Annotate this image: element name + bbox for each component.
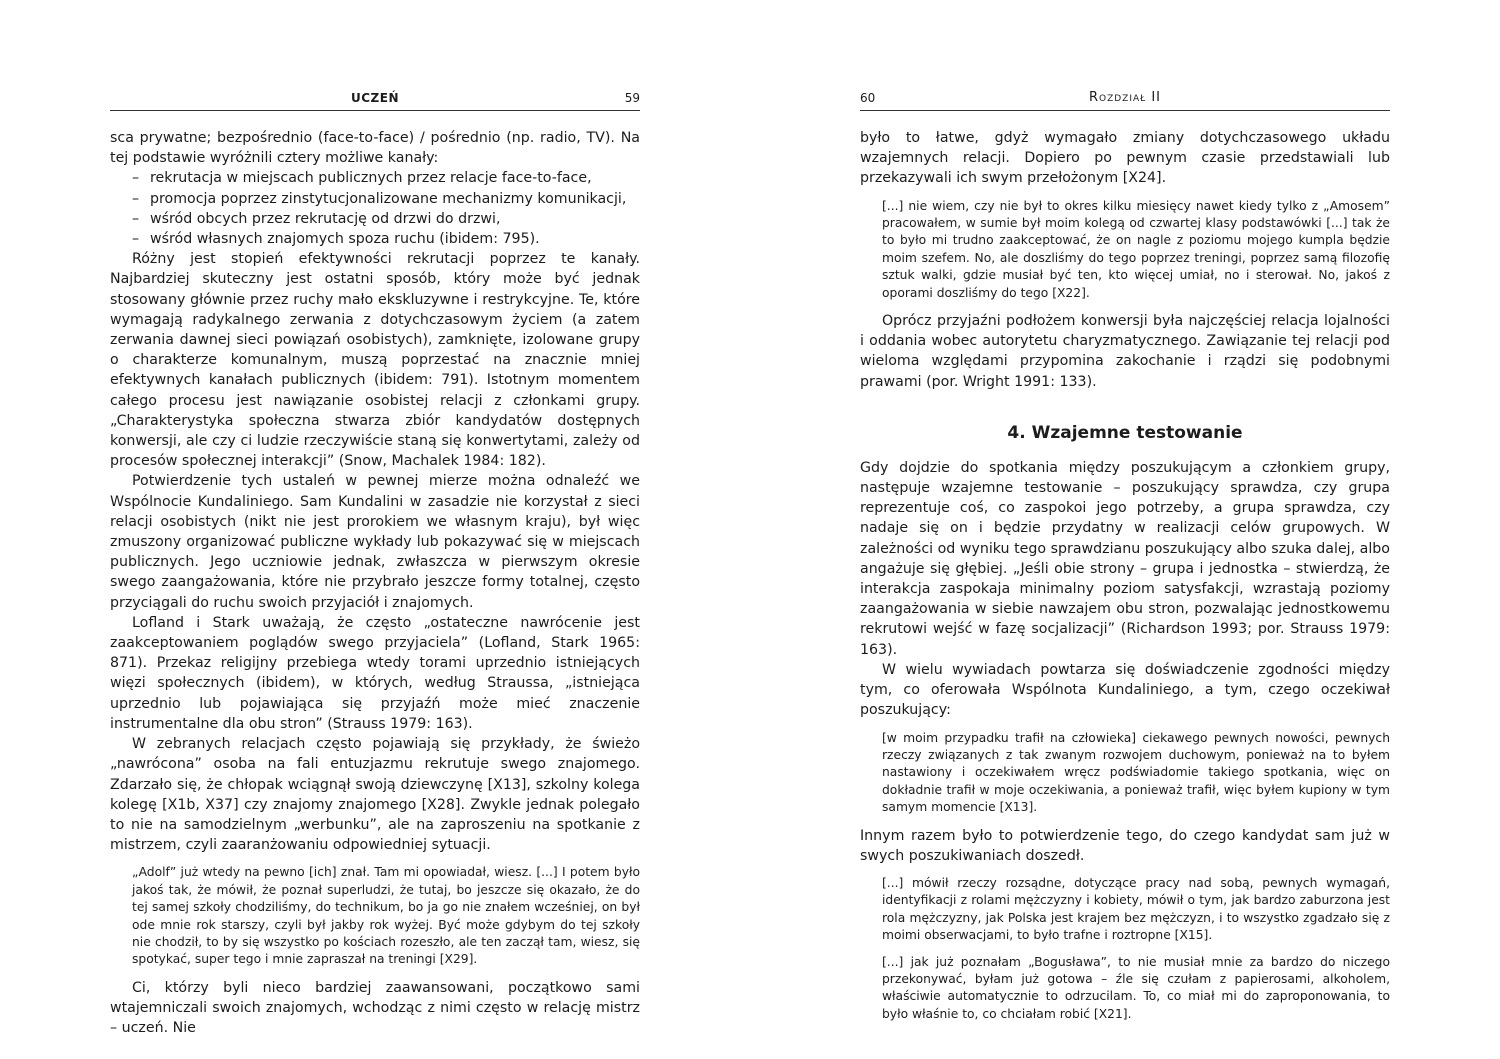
paragraph: Potwierdzenie tych ustaleń w pewnej mierze można odnaleźć we Wspólnocie Kundaliniego. Sam Kundalini w zasadzie nie korzystał z sieci relacji osobistych (nikt nie jest prorokiem we własnym kraju), był więc zmuszony organizować publiczne wykłady lub pokazywać się w miejscach publicznych. Jego uczniowie jednak, zwłaszcza w pierwszym okresie swego zaangażowania, które nie przybrało jeszcze formy totalnej, często przyciągali do ruchu swoich przyjaciół i znajomych. <box>110 473 640 611</box>
paragraph: W zebranych relacjach często pojawiają się przykłady, że świeżo „nawrócona” osoba na fali entuzjazmu rekrutuje swego znajomego. Zdarzało się, że chłopak wciągnął swoją dziewczynę [X13], szkolny kolega kolegę [X1b, X37] czy znajomy znajomego [X28]. Zwykle jednak polegało to nie na samodzielnym „werbunku”, ale na zaproszeniu na spotkanie z mistrzem, czyli zaaranżowaniu odpowiedniej sytuacji. <box>110 736 640 854</box>
running-header-title: Rozdział II <box>1088 90 1162 105</box>
page-body <box>860 128 1390 1032</box>
list-item: – promocja poprzez zinstytucjonalizowane mechanizmy komunikacji, <box>110 189 640 209</box>
interview-quote: [w moim przypadku trafił na człowieka] ciekawego pewnych nowości, pewnych rzeczy związanych z tak zwanym rozwojem duchowym, ponieważ na to byłem nastawiony i oczekiwałem wręcz podświadomie takiego spotkania, więc on dokładnie trafił w moje oczekiwania, a ponieważ trafił, więc byłem kupiony w tym samym momencie [X13]. <box>882 730 1390 815</box>
interview-quote: [...] jak już poznałam „Bogusława”, to nie musiał mnie za bardzo do niczego przekonywać, byłam już gotowa – źle się czułam z papierosami, alkoholem, właściwie automatycznie to odrzucilam. To, co miał mi do zaproponowania, to było właśnie to, co chciałam robić [X21]. <box>882 954 1390 1021</box>
list-item: – wśród obcych przez rekrutację od drzwi do drzwi, <box>110 209 640 229</box>
paragraph: Ci, którzy byli nieco bardziej zaawansowani, początkowo sami wtajemniczali swoich znajomych, wchodząc z nimi często w relację mistrz – uczeń. Nie <box>110 979 640 1037</box>
list-item: – wśród własnych znajomych spoza ruchu (ibidem: 795). <box>110 229 640 249</box>
interview-quote: [...] mówił rzeczy rozsądne, dotyczące pracy nad sobą, pewnych wymagań, identyfikacji z rolami mężczyzny i kobiety, mówił o tym, jak bardzo zaburzona jest rola mężczyzny, jak Polska jest krajem bez mężczyzn, i to wszystko zgadzało się z moimi obserwacjami, to było trafne i roztropne [X15]. <box>882 875 1390 943</box>
paragraph: sca prywatne; bezpośrednio (face-to-face) / pośrednio (np. radio, TV). Na tej podstawie wyróżnili cztery możliwe kanały: <box>110 130 640 167</box>
page-number: 60 <box>860 91 876 105</box>
channel-list <box>110 168 640 249</box>
paragraph: Gdy dojdzie do spotkania między poszukującym a członkiem grupy, następuje wzajemne testowanie – poszukujący sprawdza, czy grupa reprezentuje coś, co zaspokoi jego potrzeby, a grupa sprawdza, czy nadaje się on i będzie przydatny w realizacji celów grupowych. W zależności od wyniku tego sprawdzianu poszukujący albo szuka dalej, albo angażuje się głębiej. „Jeśli obie strony – grupa i jednostka – stwierdzą, że interakcja zaspokaja minimalny poziom satysfakcji, wzrastają poziomy zaangażowania w siebie nawzajem obu stron, pozwalając jednostkowemu rekrutowi wejść w fazę socjalizacji” (Richardson 1993; por. Strauss 1979: 163). <box>860 459 1390 658</box>
paragraph: Lofland i Stark uważają, że często „ostateczne nawrócenie jest zaakceptowaniem poglądów swego przyjaciela” (Lofland, Stark 1965: 871). Przekaz religijny przebiega wtedy torami uprzednio istniejących więzi społecznych (ibidem), w których, według Straussa, „istniejąca uprzednio lub pojawiająca się przyjaźń może mieć znaczenie instrumentalne dla obu stron” (Strauss 1979: 163). <box>110 614 640 732</box>
section-heading: 4. Wzajemne testowanie <box>1007 422 1243 443</box>
paragraph: W wielu wywiadach powtarza się doświadczenie zgodności między tym, co oferowała Wspólnota Kundaliniego, a tym, czego oczekiwał poszukujący: <box>860 661 1390 719</box>
running-header-title: UCZEŃ <box>351 91 399 105</box>
interview-quote: [...] nie wiem, czy nie był to okres kilku miesięcy nawet kiedy tylko z „Amosem” pracowałem, w sumie był moim kolegą od czwartej klasy podstawówki [...] tak że to było mi trudno zaakceptować, że on nagle z poziomu mojego kumpla będzie moim szefem. No, ale doszliśmy do tego poprzez treningi, poprzez samą filozofię sztuk walki, gdzie musiał być ten, kto więcej umiał, no i sterował. No, jakoś z oporami doszliśmy do tego [X22]. <box>882 198 1390 300</box>
paragraph: Innym razem było to potwierdzenie tego, do czego kandydat sam już w swych poszukiwaniach doszedł. <box>860 827 1390 864</box>
page-number: 59 <box>624 91 640 105</box>
paragraph: było to łatwe, gdyż wymagało zmiany dotychczasowego układu wzajemnych relacji. Dopiero po pewnym czasie przedstawiali lub przekazywali ich swym przełożonym [X24]. <box>860 130 1390 187</box>
page-body <box>110 128 640 1038</box>
interview-quote: „Adolf” już wtedy na pewno [ich] znał. Tam mi opowiadał, wiesz. [...] I potem było jakoś tak, że mówił, że poznał superludzi, że tutaj, bo jeszcze się okazało, że do tej samej szkoły chodziliśmy, do technikum, bo ja go nie znałem wcześniej, on był ode mnie rok starszy, czyli był jakby rok wyżej. Być może gdybym do tej szkoły nie chodził, to by się wszystko po kościach rozeszło, ale ten zaczął tam, wiesz, się spotykać, super tego i mnie zapraszał na treningi [X29]. <box>132 865 640 967</box>
running-header <box>860 90 1390 111</box>
paragraph: Różny jest stopień efektywności rekrutacji poprzez te kanały. Najbardziej skuteczny jest ostatni sposób, który może być jednak stosowany głównie przez ruchy mało ekskluzywne i restrykcyjne. Te, które wymagają radykalnego zerwania z dotychczasowym życiem (a zatem zerwania dawnej sieci powiązań osobistych), zamknięte, izolowane grupy o charakterze komunalnym, muszą poprzestać na znacznie mniej efektywnych kanałach publicznych (ibidem: 791). Istotnym momentem całego procesu jest nawiązanie osobistej relacji z członkami grupy. „Charakterystyka społeczna stwarza zbiór kandydatów dostępnych konwersji, ale czy ci ludzie rzeczywiście staną się konwertytami, zależy od procesów społecznej interakcji” (Snow, Machalek 1984: 182). <box>110 251 640 470</box>
running-header <box>110 90 640 111</box>
paragraph: Oprócz przyjaźni podłożem konwersji była najczęściej relacja lojalności i oddania wobec autorytetu charyzmatycznego. Zawiązanie tej relacji pod wieloma względami przypomina zakochanie i rządzi się podobnymi prawami (por. Wright 1991: 133). <box>860 313 1390 390</box>
list-item: – rekrutacja w miejscach publicznych przez relacje face-to-face, <box>110 168 640 188</box>
